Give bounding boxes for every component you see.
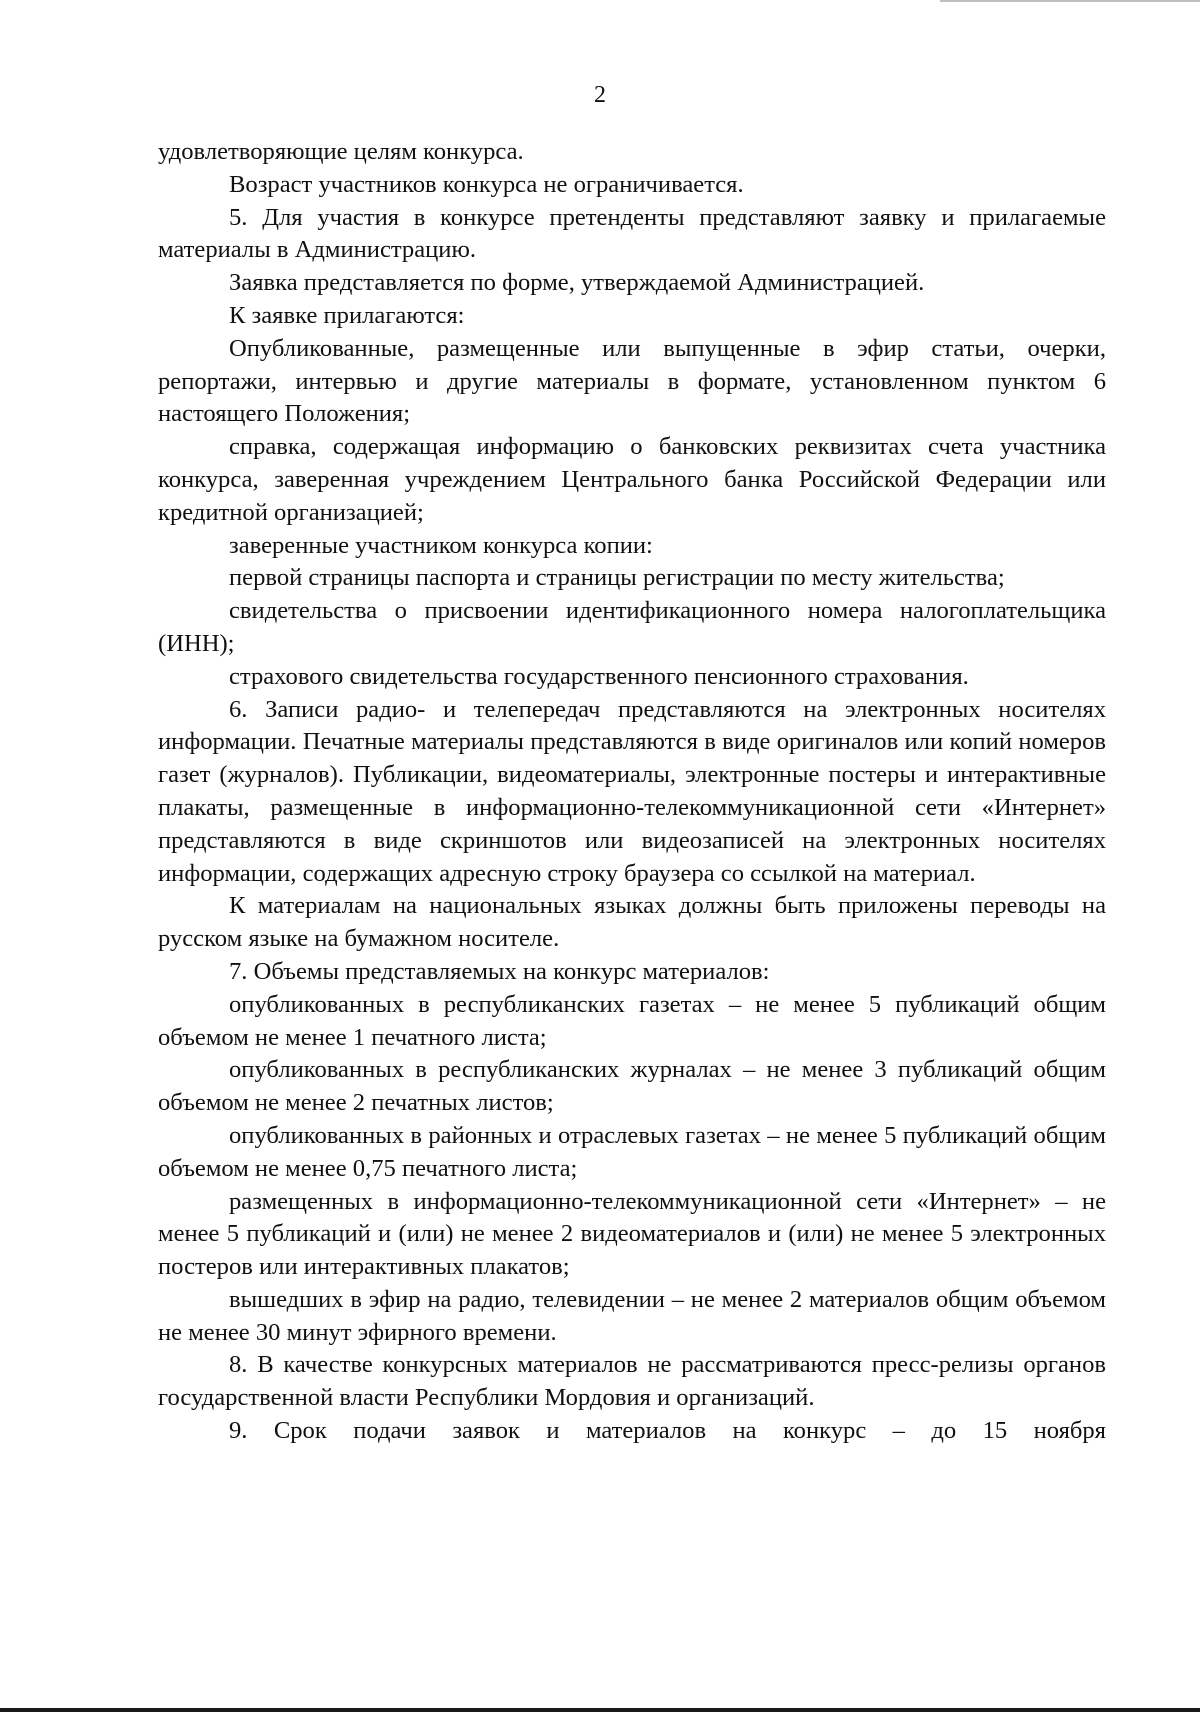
paragraph: К материалам на национальных языках должны быть приложены переводы на русском языке на бумажном носителе. [158,892,1106,953]
paragraph: опубликованных в районных и отраслевых газетах – не менее 5 публикаций общим объемом не менее 0,75 печатного листа; [158,1121,1106,1182]
paragraph: Заявка представляется по форме, утверждаемой Администрацией. [229,269,925,297]
paragraph: Возраст участников конкурса не ограничивается. [229,170,744,198]
paragraph: 9. Срок подачи заявок и материалов на конкурс – до 15 ноября [229,1417,1106,1445]
page-number: 2 [594,82,606,108]
paragraph: первой страницы паспорта и страницы регистрации по месту жительства; [229,564,1005,592]
paragraph: вышедших в эфир на радио, телевидении – не менее 2 материалов общим объемом не менее 30 минут эфирного времени. [158,1285,1106,1346]
paragraph: страхового свидетельства государственного пенсионного страхования. [229,662,969,690]
paragraph: 7. Объемы представляемых на конкурс материалов: [229,957,770,985]
paragraph: опубликованных в республиканских журналах – не менее 3 публикаций общим объемом не менее 2 печатных листов; [158,1056,1106,1117]
paragraph: К заявке прилагаются: [229,301,465,329]
paragraph: 6. Записи радио- и телепередач представляются на электронных носителях информации. Печатные материалы представляются в виде оригиналов или копий номеров газет (журналов). Публикации, видеоматериалы, электронные постеры и интерактивные плакаты, размещенные в информационно-телекоммуникационной сети «Интернет» представляются в виде скриншотов или видеозаписей на электронных носителях информации, содержащих адресную строку браузера со ссылкой на материал. [158,695,1106,887]
paragraph: свидетельства о присвоении идентификационного номера налогоплательщика (ИНН); [158,597,1106,657]
paragraph: Опубликованные, размещенные или выпущенные в эфир статьи, очерки, репортажи, интервью и другие материалы в формате, установленном пунктом 6 настоящего Положения; [158,334,1106,428]
paragraph: справка, содержащая информацию о банковских реквизитах счета участника конкурса, заверенная учреждением Центрального банка Российской Федерации или кредитной организацией; [158,433,1106,526]
paragraph: удовлетворяющие целям конкурса. [158,138,524,165]
paragraph: заверенные участником конкурса копии: [229,531,653,559]
document-body [158,136,1106,1448]
paragraph: размещенных в информационно-телекоммуникационной сети «Интернет» – не менее 5 публикаций и (или) не менее 2 видеоматериалов и (или) не менее 5 электронных постеров или интерактивных плакатов; [158,1187,1106,1281]
paragraph: опубликованных в республиканских газетах – не менее 5 публикаций общим объемом не менее 1 печатного листа; [158,990,1106,1051]
scan-edge-bottom [0,1708,1200,1712]
paragraph: 5. Для участия в конкурсе претенденты представляют заявку и прилагаемые материалы в Администрацию. [158,203,1106,264]
scan-edge-top [940,0,1200,2]
paragraph: 8. В качестве конкурсных материалов не рассматриваются пресс-релизы органов государственной власти Республики Мордовия и организаций. [158,1351,1106,1412]
